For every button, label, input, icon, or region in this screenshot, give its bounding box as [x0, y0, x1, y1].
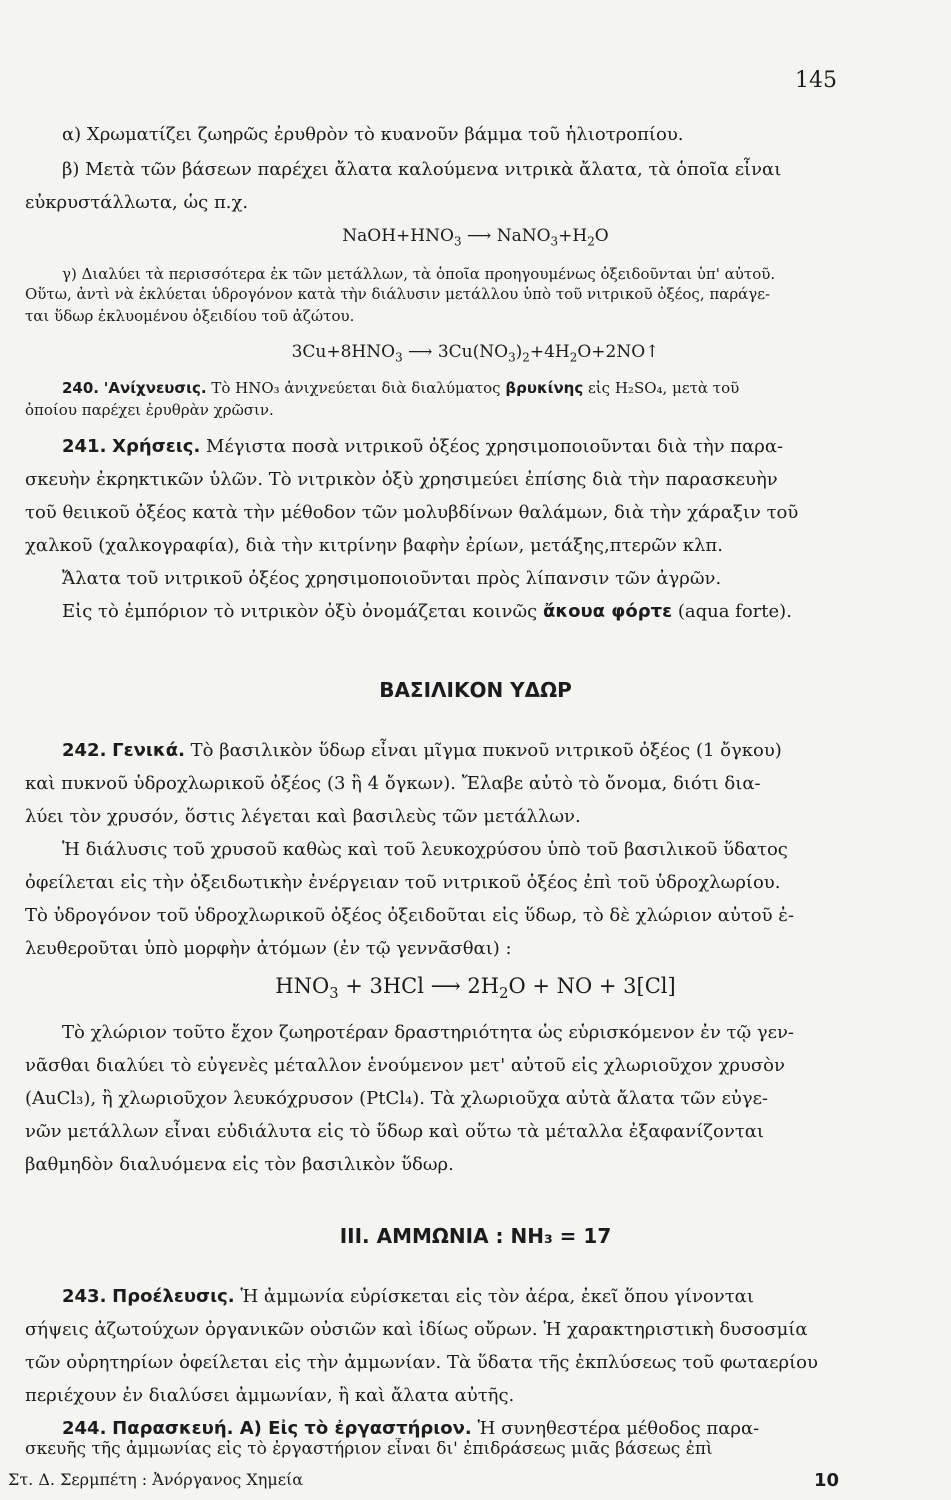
section-241-line5: Ἄλατα τοῦ νιτρικοῦ ὀξέος χρησιμοποιοῦνται πρὸς λίπανσιν τῶν ἀγρῶν.	[62, 568, 722, 589]
subsection-title: Α) Εἰς τὸ ἐργαστήριον.	[233, 1418, 472, 1439]
section-243-line3: τῶν οὐρητηρίων ὀφείλεται εἰς τὴν ἀμμωνίαν. Τὰ ὕδατα τῆς ἐκπλύσεως τοῦ φωταερίου	[25, 1352, 818, 1373]
section-242-line11: νῶν μετάλλων εἶναι εὐδιάλυτα εἰς τὸ ὕδωρ καὶ οὕτω τὰ μέταλλα ἐξαφανίζονται	[25, 1121, 764, 1142]
page-number: 145	[795, 68, 837, 93]
heading-aqua-regia: ΒΑΣΙΛΙΚΟΝ ΥΔΩΡ	[379, 678, 572, 702]
heading-ammonia: III. ΑΜΜΩΝΙΑ : NH₃ = 17	[339, 1224, 612, 1248]
equation-neutralization: $NaOH+HNO_3$ ⟶ $NaNO_3+H_2O$	[342, 226, 609, 249]
section-242-line2: καὶ πυκνοῦ ὑδροχλωρικοῦ ὀξέος (3 ἢ 4 ὄγκων). Ἔλαβε αὐτὸ τὸ ὄνομα, διότι δια-	[25, 773, 761, 794]
section-number: 241.	[62, 436, 107, 457]
equation-copper-dissolution: $3Cu+8HNO_3$ ⟶ $3Cu(NO_3)_2+4H_2O+2NO↑$	[291, 342, 660, 365]
section-number: 244.	[62, 1418, 107, 1439]
section-243-line4: περιέχουν ἐν διαλύσει ἀμμωνίαν, ἢ καὶ ἄλατα αὐτῆς.	[25, 1385, 515, 1406]
section-242-line12: βαθμηδὸν διαλυόμενα εἰς τὸν βασιλικὸν ὕδωρ.	[25, 1154, 454, 1175]
section-title: 'Ανίχνευσις.	[103, 379, 207, 397]
property-c-line2: Οὕτω, ἀντὶ νὰ ἐκλύεται ὑδρογόνον κατὰ τὴν διάλυσιν μετάλλου ὑπὸ τοῦ νιτρικοῦ ὀξέος, παράγε-	[25, 285, 771, 303]
property-c-line1: γ) Διαλύει τὰ περισσότερα ἐκ τῶν μετάλλων, τὰ ὁποῖα προηγουμένως ὀξειδοῦνται ὑπ' αὐτοῦ.	[62, 265, 776, 283]
section-number: 240.	[62, 379, 100, 397]
section-244-line2: σκευῆς τῆς ἀμμωνίας εἰς τὸ ἐργαστήριον εἶναι δι' ἐπιδράσεως μιᾶς βάσεως ἐπὶ	[25, 1439, 713, 1459]
property-c-line3: ται ὕδωρ ἐκλυομένου ὀξειδίου τοῦ ἀζώτου.	[25, 307, 355, 325]
section-title: Χρήσεις.	[112, 436, 201, 457]
section-242-line1: 242. Γενικά. Τὸ βασιλικὸν ὕδωρ εἶναι μῖγμα πυκνοῦ νιτρικοῦ ὀξέος (1 ὄγκου)	[62, 740, 782, 761]
section-241-line6: Εἰς τὸ ἐμπόριον τὸ νιτρικὸν ὀξὺ ὀνομάζεται κοινῶς ἄκουα φόρτε (aqua forte).	[62, 601, 792, 622]
section-242-line10: (AuCl₃), ἢ χλωριοῦχον λευκόχρυσον (PtCl₄). Τὰ χλωριοῦχα αὐτὰ ἄλατα τῶν εὐγε-	[25, 1088, 769, 1109]
section-number: 243.	[62, 1286, 107, 1307]
footer-author: Στ. Δ. Σερμπέτη : Ἀνόργανος Χημεία	[8, 1470, 304, 1489]
sheet-number: 10	[813, 1470, 839, 1491]
property-b-line1: β) Μετὰ τῶν βάσεων παρέχει ἄλατα καλούμενα νιτρικὰ ἄλατα, τὰ ὁποῖα εἶναι	[62, 159, 782, 180]
section-242-line8: Τὸ χλώριον τοῦτο ἔχον ζωηροτέραν δραστηριότητα ὡς εὑρισκόμενον ἐν τῷ γεν-	[62, 1022, 795, 1043]
section-240-line2: ὁποίου παρέχει ἐρυθρὰν χρῶσιν.	[25, 401, 274, 419]
section-242-line7: λευθεροῦται ὑπὸ μορφὴν ἀτόμων (ἐν τῷ γεννᾶσθαι) :	[25, 938, 512, 959]
trade-name: ἄκουα φόρτε	[542, 601, 673, 622]
section-242-line6: Τὸ ὑδρογόνον τοῦ ὑδροχλωρικοῦ ὀξέος ὀξειδοῦται εἰς ὕδωρ, τὸ δὲ χλώριον αὐτοῦ ἐ-	[25, 905, 795, 926]
equation-aqua-regia: $HNO_3 + 3HCl$ ⟶ $2H_2O$ + NO + 3[Cl]	[275, 974, 676, 1003]
section-240-line1: 240. 'Ανίχνευσις. Τὸ HNO₃ ἀνιχνεύεται διὰ διαλύματος βρυκίνης εἰς H₂SO₄, μετὰ τοῦ	[62, 379, 740, 397]
section-242-line3: λύει τὸν χρυσόν, ὅστις λέγεται καὶ βασιλεὺς τῶν μετάλλων.	[25, 806, 581, 827]
section-242-line4: Ἡ διάλυσις τοῦ χρυσοῦ καθὼς καὶ τοῦ λευκοχρύσου ὑπὸ τοῦ βασιλικοῦ ὕδατος	[62, 839, 788, 860]
section-241-line1: 241. Χρήσεις. Μέγιστα ποσὰ νιτρικοῦ ὀξέος χρησιμοποιοῦνται διὰ τὴν παρα-	[62, 436, 784, 457]
section-241-line2: σκευὴν ἐκρηκτικῶν ὑλῶν. Τὸ νιτρικὸν ὀξὺ χρησιμεύει ἐπίσης διὰ τὴν παρασκευὴν	[25, 469, 778, 490]
section-241-line4: χαλκοῦ (χαλκογραφία), διὰ τὴν κιτρίνην βαφὴν ἐρίων, μετάξης,πτερῶν κλπ.	[25, 535, 723, 556]
section-title: Γενικά.	[112, 740, 185, 761]
section-243-line1: 243. Προέλευσις. Ἡ ἀμμωνία εὑρίσκεται εἰς τὸν ἀέρα, ἐκεῖ ὅπου γίνονται	[62, 1286, 754, 1307]
section-title: Προέλευσις.	[112, 1286, 235, 1307]
section-244-line1: 244. Παρασκευή. Α) Εἰς τὸ ἐργαστήριον. Ἡ συνηθεστέρα μέθοδος παρα-	[62, 1418, 760, 1439]
section-241-line3: τοῦ θειικοῦ ὀξέος κατὰ τὴν μέθοδον τῶν μολυβδίνων θαλάμων, διὰ τὴν χάραξιν τοῦ	[25, 502, 799, 523]
section-243-line2: σήψεις ἀζωτούχων ὀργανικῶν οὐσιῶν καὶ ἰδίως οὔρων. Ἡ χαρακτηριστικὴ δυσοσμία	[25, 1319, 808, 1340]
section-242-line5: ὀφείλεται εἰς τὴν ὀξειδωτικὴν ἐνέργειαν τοῦ νιτρικοῦ ὀξέος ἐπὶ τοῦ ὑδροχλωρίου.	[25, 872, 781, 893]
page-footer	[8, 1470, 839, 1489]
section-title: Παρασκευή.	[112, 1418, 234, 1439]
property-a: α) Χρωματίζει ζωηρῶς ἐρυθρὸν τὸ κυανοῦν βάμμα τοῦ ἡλιοτροπίου.	[62, 124, 684, 145]
reagent-name: βρυκίνης	[505, 379, 584, 397]
section-242-line9: νᾶσθαι διαλύει τὸ εὐγενὲς μέταλλον ἑνούμενον μετ' αὐτοῦ εἰς χλωριοῦχον χρυσὸν	[25, 1055, 785, 1076]
section-number: 242.	[62, 740, 107, 761]
property-b-line2: εὐκρυστάλλωτα, ὡς π.χ.	[25, 192, 249, 213]
